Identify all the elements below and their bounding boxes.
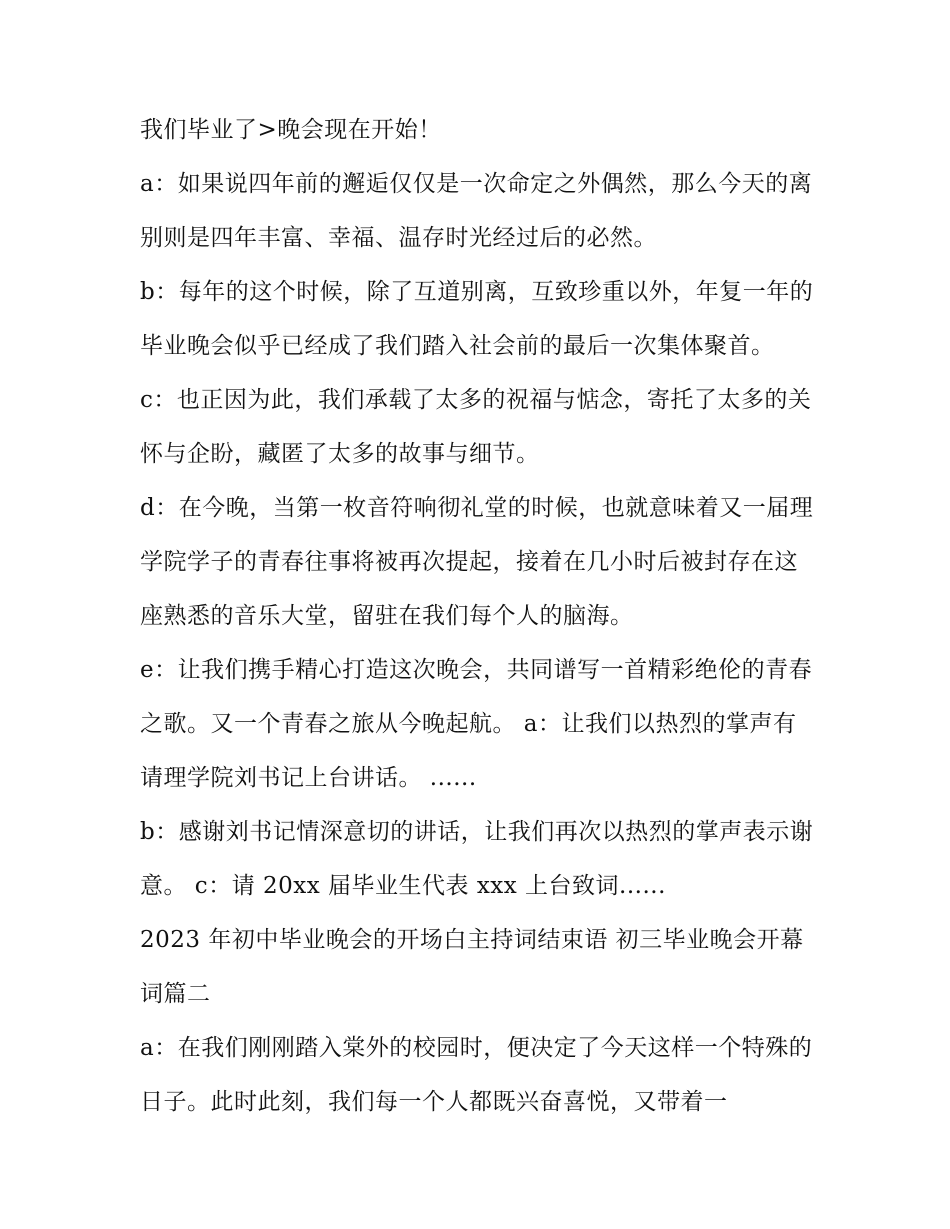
paragraph-opening: 我们毕业了>晚会现在开始！ — [140, 117, 442, 143]
paragraph-a-part2: a：在我们刚刚踏入棠外的校园时，便决定了今天这样一个特殊的日子。此时此刻，我们每一个人都既兴奋喜悦，又带着一 — [140, 1035, 813, 1115]
paragraph-b-thanks: b：感谢刘书记情深意切的讲话，让我们再次以热烈的掌声表示谢意。 c：请 20xx 届毕业生代表 xxx 上台致词...... — [140, 819, 814, 899]
paragraph-b-intro: b：每年的这个时候，除了互道别离，互致珍重以外，年复一年的毕业晚会似乎已经成了我们踏入社会前的最后一次集体聚首。 — [140, 279, 814, 359]
paragraph-d-intro: d：在今晚，当第一枚音符响彻礼堂的时候，也就意味着又一届理学院学子的青春往事将被再次提起，接着在几小时后被封存在这座熟悉的音乐大堂，留驻在我们每个人的脑海。 — [140, 495, 814, 629]
paragraph-c-intro: c：也正因为此，我们承载了太多的祝福与惦念，寄托了太多的关怀与企盼，藏匿了太多的故事与细节。 — [140, 387, 812, 467]
paragraph-a-intro: a：如果说四年前的邂逅仅仅是一次命定之外偶然，那么今天的离别则是四年丰富、幸福、温存时光经过后的必然。 — [140, 171, 813, 251]
paragraph-e-intro: e：让我们携手精心打造这次晚会，共同谱写一首精彩绝伦的青春之歌。又一个青春之旅从今晚起航。 a：让我们以热烈的掌声有请理学院刘书记上台讲话。 ...... — [140, 657, 813, 791]
document-body — [140, 103, 820, 1129]
section-heading: 2023 年初中毕业晚会的开场白主持词结束语 初三毕业晚会开幕词篇二 — [140, 927, 804, 1007]
